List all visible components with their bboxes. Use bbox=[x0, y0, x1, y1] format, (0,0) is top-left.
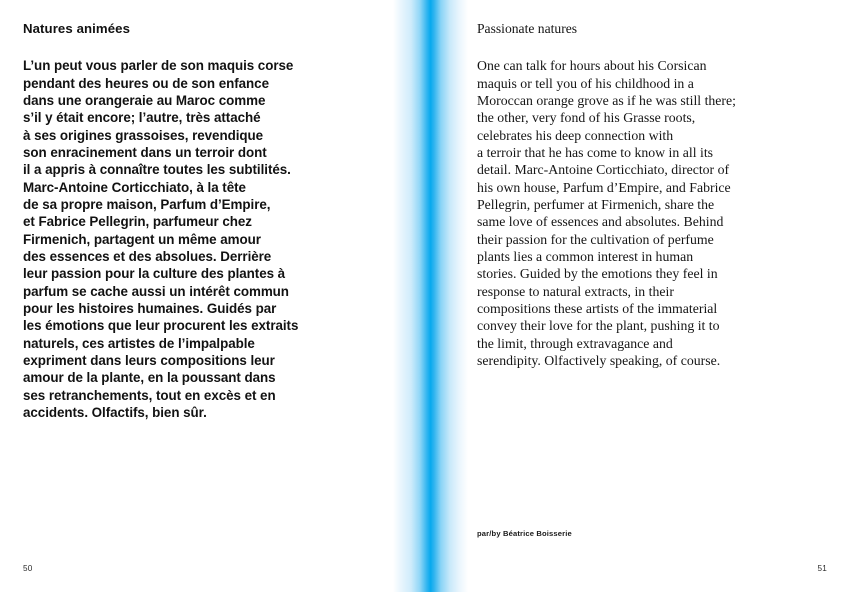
body-line: response to natural extracts, in their bbox=[477, 283, 674, 299]
body-line: serendipity. Olfactively speaking, of course. bbox=[477, 353, 721, 369]
body-line: pendant des heures ou de son enfance bbox=[23, 75, 269, 91]
body-line: leur passion pour la culture des plantes à bbox=[23, 266, 286, 282]
body-line: convey their love for the plant, pushing it to bbox=[477, 318, 720, 334]
body-line: dans une orangeraie au Maroc comme bbox=[23, 92, 266, 108]
english-article-body bbox=[477, 57, 777, 369]
body-line: his own house, Parfum d’Empire, and Fabrice bbox=[477, 179, 731, 195]
body-line: ses retranchements, tout en excès et en bbox=[23, 387, 276, 403]
page-number-right: 51 bbox=[817, 564, 827, 573]
body-line: their passion for the cultivation of perfume bbox=[477, 231, 714, 247]
body-line: s’il y était encore; l’autre, très attaché bbox=[23, 110, 261, 126]
french-article-column bbox=[23, 20, 328, 422]
french-article-body bbox=[23, 57, 328, 421]
french-article-heading: Natures animées bbox=[23, 21, 131, 36]
body-line: à ses origines grassoises, revendique bbox=[23, 127, 264, 143]
body-line: naturels, ces artistes de l’impalpable bbox=[23, 335, 255, 351]
body-line: One can talk for hours about his Corsican bbox=[477, 58, 707, 74]
body-line: compositions these artists of the immaterial bbox=[477, 301, 718, 317]
body-line: detail. Marc-Antoine Corticchiato, director of bbox=[477, 162, 730, 178]
body-line: a terroir that he has come to know in all its bbox=[477, 145, 714, 161]
article-byline: par/by Béatrice Boisserie bbox=[477, 529, 572, 538]
body-line: maquis or tell you of his childhood in a bbox=[477, 75, 694, 91]
body-line: expriment dans leurs compositions leur bbox=[23, 353, 275, 369]
body-line: de sa propre maison, Parfum d’Empire, bbox=[23, 197, 271, 213]
body-line: stories. Guided by the emotions they feel in bbox=[477, 266, 718, 282]
body-line: accidents. Olfactifs, bien sûr. bbox=[23, 405, 207, 421]
body-line: the other, very fond of his Grasse roots, bbox=[477, 110, 696, 126]
body-line: et Fabrice Pellegrin, parfumeur chez bbox=[23, 214, 252, 230]
right-page bbox=[425, 0, 850, 592]
body-line: L’un peut vous parler de son maquis corse bbox=[23, 58, 294, 74]
body-line: celebrates his deep connection with bbox=[477, 127, 674, 143]
body-line: Marc-Antoine Corticchiato, à la tête bbox=[23, 179, 246, 195]
body-line: les émotions que leur procurent les extraits bbox=[23, 318, 299, 334]
body-line: plants lies a common interest in human bbox=[477, 249, 694, 265]
body-line: Pellegrin, perfumer at Firmenich, share the bbox=[477, 197, 715, 213]
body-line: the limit, through extravagance and bbox=[477, 335, 673, 351]
english-article-column bbox=[477, 20, 777, 369]
body-line: des essences et des absolues. Derrière bbox=[23, 249, 272, 265]
body-line: Firmenich, partagent un même amour bbox=[23, 231, 261, 247]
body-line: same love of essences and absolutes. Behind bbox=[477, 214, 724, 230]
body-line: il a appris à connaître toutes les subtilités. bbox=[23, 162, 291, 178]
body-line: Moroccan orange grove as if he was still there; bbox=[477, 92, 736, 108]
body-line: pour les histoires humaines. Guidés par bbox=[23, 301, 277, 317]
english-article-heading: Passionate natures bbox=[477, 21, 578, 36]
page-number-left: 50 bbox=[23, 564, 33, 573]
body-line: son enracinement dans un terroir dont bbox=[23, 145, 267, 161]
body-line: amour de la plante, en la poussant dans bbox=[23, 370, 276, 386]
body-line: parfum se cache aussi un intérêt commun bbox=[23, 283, 289, 299]
